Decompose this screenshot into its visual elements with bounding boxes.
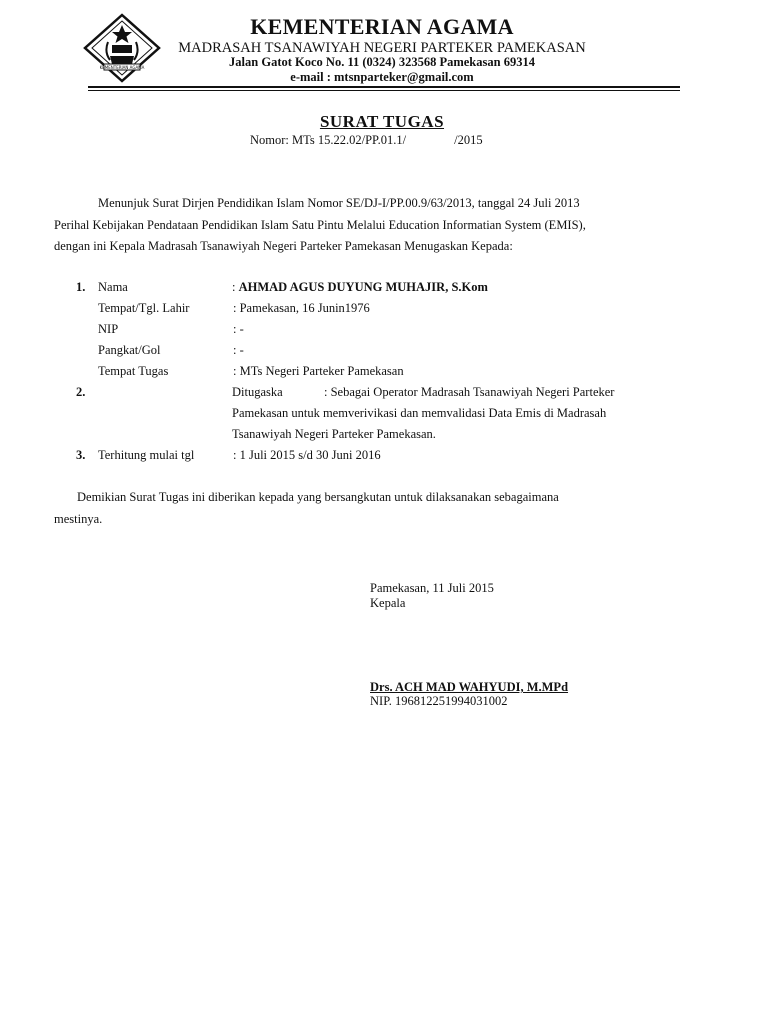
ditugaskan-line-1: : Sebagai Operator Madrasah Tsanawiyah Negeri Parteker	[324, 385, 615, 399]
value-tempat-tugas: : MTs Negeri Parteker Pamekasan	[233, 364, 404, 378]
colon-nama: :	[232, 280, 236, 294]
value-nama	[232, 280, 488, 295]
closing-line-2: mestinya.	[54, 512, 103, 526]
value-terhitung: : 1 Juli 2015 s/d 30 Juni 2016	[233, 448, 381, 462]
signature-nip: NIP. 196812251994031002	[370, 694, 508, 708]
school-name: MADRASAH TSANAWIYAH NEGERI PARTEKER PAMEKASAN	[178, 40, 586, 56]
label-ditugaskan: Ditugaska	[232, 385, 283, 399]
label-terhitung: Terhitung mulai tgl	[98, 448, 195, 462]
header-rule-thin	[88, 90, 680, 91]
school-address: Jalan Gatot Koco No. 11 (0324) 323568 Pamekasan 69314	[229, 55, 535, 69]
document-number	[250, 133, 483, 148]
label-tempat-tgl-lahir: Tempat/Tgl. Lahir	[98, 301, 190, 315]
logo-text: KEMENTERIAN AGAMA	[99, 65, 145, 70]
value-tempat-tgl-lahir: : Pamekasan, 16 Junin1976	[233, 301, 370, 315]
signature-position: Kepala	[370, 596, 406, 610]
value-nama-text: AHMAD AGUS DUYUNG MUHAJIR, S.Kom	[238, 280, 488, 294]
intro-line-1: Menunjuk Surat Dirjen Pendidikan Islam Nomor SE/DJ-I/PP.00.9/63/2013, tanggal 24 Juli 2013	[98, 196, 580, 210]
label-nama: Nama	[98, 280, 128, 294]
document-number-prefix: Nomor: MTs 15.22.02/PP.01.1/	[250, 133, 407, 147]
school-email: e-mail : mtsnparteker@gmail.com	[290, 70, 474, 84]
intro-line-2: Perihal Kebijakan Pendataan Pendidikan Islam Satu Pintu Melalui Education Informatian System (EMIS),	[54, 218, 586, 232]
document-title: SURAT TUGAS	[319, 112, 445, 131]
item-number-3: 3.	[76, 448, 86, 462]
label-pangkat: Pangkat/Gol	[98, 343, 161, 357]
ditugaskan-line-2: Pamekasan untuk memverivikasi dan memvalidasi Data Emis di Madrasah	[232, 406, 607, 420]
value-pangkat: : -	[233, 343, 244, 357]
header-rule-thick	[88, 86, 680, 88]
ditugaskan-line-3: Tsanawiyah Negeri Parteker Pamekasan.	[232, 427, 436, 441]
value-nip: : -	[233, 322, 244, 336]
item-number-1: 1.	[76, 280, 86, 294]
signature-name: Drs. ACH MAD WAHYUDI, M.MPd	[370, 680, 569, 694]
item-number-2: 2.	[76, 385, 86, 399]
document-number-suffix: /2015	[454, 133, 483, 147]
intro-line-3: dengan ini Kepala Madrasah Tsanawiyah Negeri Parteker Pamekasan Menugaskan Kepada:	[54, 239, 513, 253]
label-nip: NIP	[98, 322, 119, 336]
label-tempat-tugas: Tempat Tugas	[98, 364, 169, 378]
ministry-heading: KEMENTERIAN AGAMA	[250, 14, 514, 39]
signature-place-date: Pamekasan, 11 Juli 2015	[370, 581, 494, 595]
closing-line-1: Demikian Surat Tugas ini diberikan kepada yang bersangkutan untuk dilaksanakan sebagaimana	[77, 490, 559, 504]
